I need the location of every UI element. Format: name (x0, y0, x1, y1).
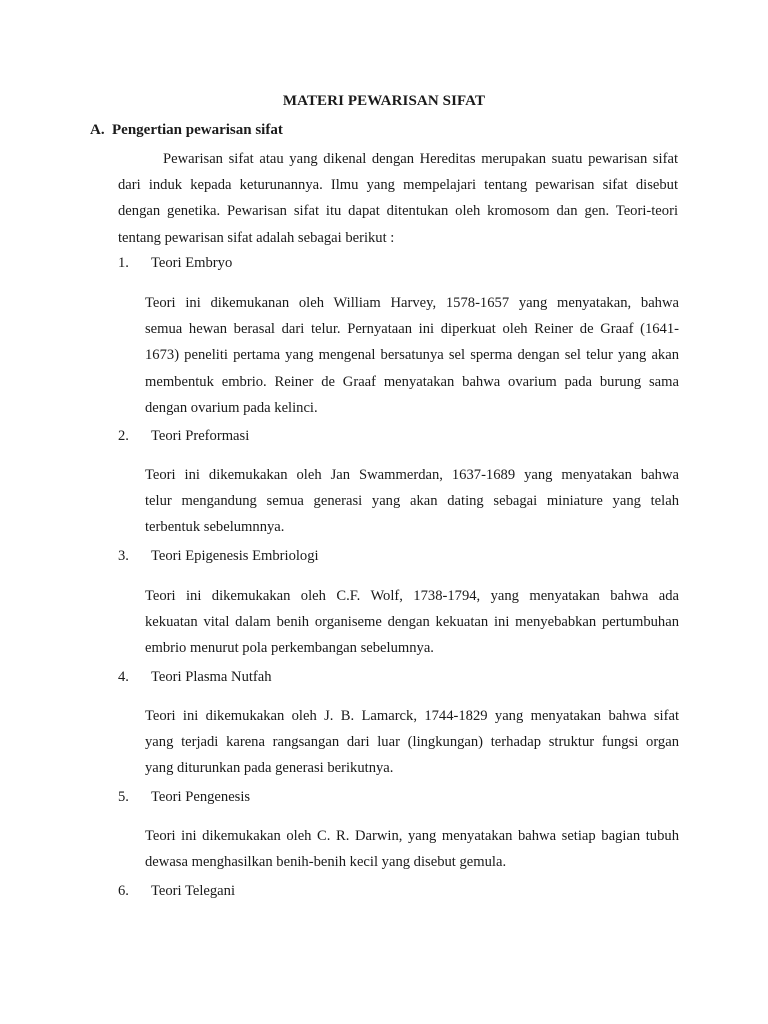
list-item-heading (118, 255, 232, 272)
list-item-title: Teori Telegani (151, 883, 235, 899)
list-item-heading (118, 883, 235, 900)
body-line: yang diturunkan pada generasi berikutnya. (145, 760, 394, 777)
body-line: membentuk embrio. Reiner de Graaf menyatakan bahwa ovarium pada burung sama (145, 373, 679, 390)
body-line: Teori ini dikemukakan oleh J. B. Lamarck, 1744-1829 yang menyatakan bahwa sifat (145, 708, 679, 724)
body-line: telur mengandung semua generasi yang akan dating sebagai miniature yang telah (145, 493, 679, 510)
intro-line: dengan genetika. Pewarisan sifat itu dapat ditentukan oleh kromosom dan gen. Teori-teori (118, 203, 678, 220)
list-item-number: 5. (118, 789, 129, 805)
body-line: dengan ovarium pada kelinci. (145, 399, 318, 416)
intro-line: Pewarisan sifat atau yang dikenal dengan Hereditas merupakan suatu pewarisan sifat (163, 151, 678, 167)
list-item-title: Teori Epigenesis Embriologi (151, 548, 319, 564)
document-title: MATERI PEWARISAN SIFAT (282, 93, 486, 109)
intro-paragraph (118, 146, 678, 251)
section-letter: A. (90, 122, 105, 138)
list-item-body (145, 703, 679, 782)
list-item-body (145, 583, 679, 662)
body-line: yang terjadi karena rangsangan dari luar (lingkungan) terhadap struktur fungsi organ (145, 734, 679, 751)
list-item-title: Teori Plasma Nutfah (151, 669, 272, 685)
body-line: embrio menurut pola perkembangan sebelumnya. (145, 640, 434, 657)
body-line: terbentuk sebelumnnya. (145, 519, 285, 536)
body-line: 1673) peneliti pertama yang mengenal bersatunya sel sperma dengan sel telur yang akan (145, 347, 679, 364)
list-item-heading (118, 428, 249, 445)
body-line: Teori ini dikemukakan oleh C.F. Wolf, 1738-1794, yang menyatakan bahwa ada (145, 588, 679, 604)
section-heading (90, 122, 283, 139)
list-item-number: 3. (118, 548, 129, 564)
list-item-heading (118, 669, 272, 686)
body-line: semua hewan berasal dari telur. Pernyataan ini diperkuat oleh Reiner de Graaf (1641- (145, 321, 679, 338)
list-item-body (145, 290, 679, 421)
list-item-heading (118, 548, 319, 565)
list-item-number: 2. (118, 428, 129, 444)
list-item-number: 6. (118, 883, 129, 899)
intro-line: tentang pewarisan sifat adalah sebagai berikut : (118, 229, 395, 246)
body-line: kekuatan vital dalam benih organiseme dengan kekuatan ini menyebabkan pertumbuhan (145, 614, 679, 631)
body-line: Teori ini dikemukanan oleh William Harvey, 1578-1657 yang menyatakan, bahwa (145, 295, 679, 311)
intro-line: dari induk kepada keturunannya. Ilmu yang mempelajari tentang pewarisan sifat disebut (118, 177, 678, 194)
list-item-title: Teori Pengenesis (151, 789, 251, 805)
list-item-body (145, 462, 679, 541)
list-item-heading (118, 789, 250, 806)
list-item-number: 4. (118, 669, 129, 685)
body-line: dewasa menghasilkan benih-benih kecil yang disebut gemula. (145, 854, 507, 871)
body-line: Teori ini dikemukakan oleh C. R. Darwin, yang menyatakan bahwa setiap bagian tubuh (145, 828, 679, 844)
list-item-body (145, 823, 679, 875)
section-heading-text: Pengertian pewarisan sifat (112, 122, 283, 138)
list-item-title: Teori Embryo (151, 255, 233, 271)
body-line: Teori ini dikemukakan oleh Jan Swammerdan, 1637-1689 yang menyatakan bahwa (145, 467, 679, 483)
list-item-number: 1. (118, 255, 129, 271)
list-item-title: Teori Preformasi (151, 428, 250, 444)
